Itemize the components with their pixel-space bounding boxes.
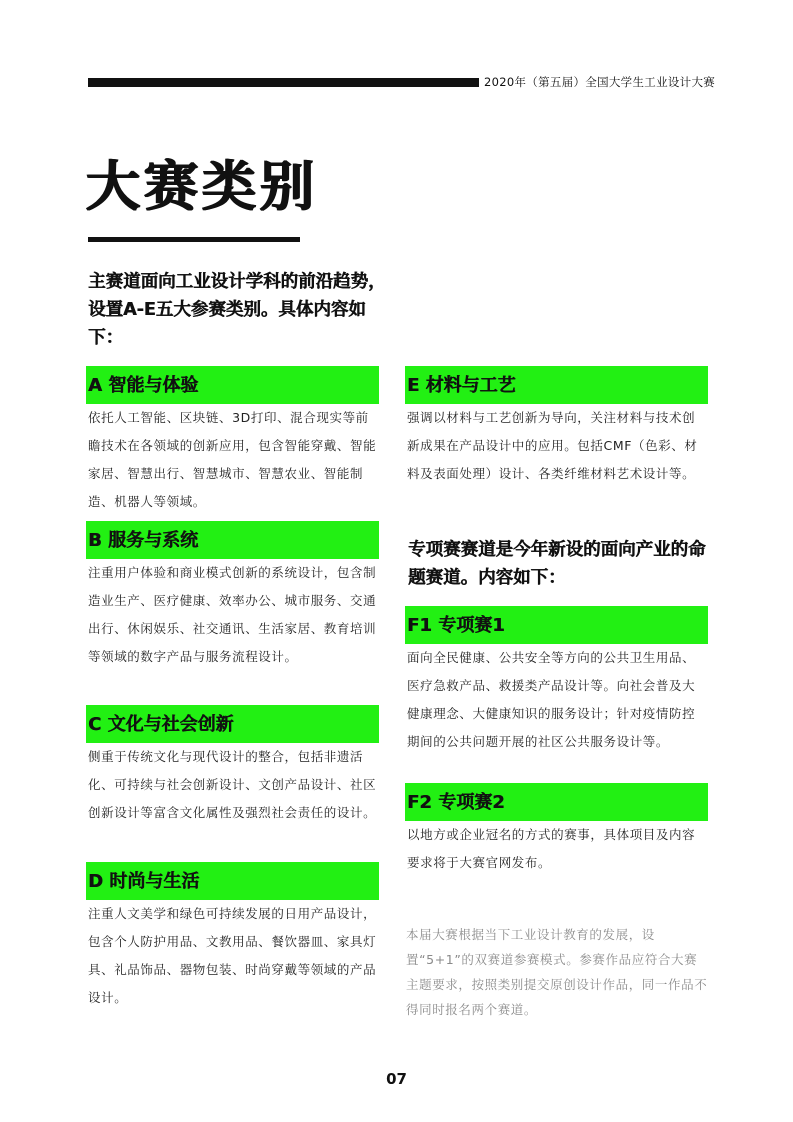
category-a-label: A 智能与体验 xyxy=(86,366,379,404)
category-d xyxy=(86,862,379,1012)
special-track-heading: 专项赛赛道是今年新设的面向产业的命题赛道。内容如下： xyxy=(408,540,706,588)
category-c-body: 侧重于传统文化与现代设计的整合，包括非遗活化、可持续与社会创新设计、文创产品设计、社区创新设计等富含文化属性及强烈社会责任的设计。 xyxy=(88,749,377,820)
category-d-label: D 时尚与生活 xyxy=(86,862,379,900)
category-b xyxy=(86,521,379,671)
category-e-body: 强调以材料与工艺创新为导向，关注材料与技术创新成果在产品设计中的应用。包括CMF（色彩、材料及表面处理）设计、各类纤维材料艺术设计等。 xyxy=(407,410,698,481)
page-number: 07 xyxy=(386,1070,407,1088)
category-f1 xyxy=(405,606,708,756)
title-underline xyxy=(88,237,300,242)
note-text: 本届大赛根据当下工业设计教育的发展，设置“5+1”的双赛道参赛模式。参赛作品应符合大赛主题要求，按照类别提交原创设计作品，同一作品不得同时报名两个赛道。 xyxy=(406,927,708,1017)
category-f2 xyxy=(405,783,708,877)
page-title: 大赛类别 xyxy=(86,155,318,218)
category-e-label: E 材料与工艺 xyxy=(405,366,708,404)
intro-text: 主赛道面向工业设计学科的前沿趋势，设置A-E五大参赛类别。具体内容如下： xyxy=(88,272,386,348)
category-e xyxy=(405,366,708,488)
header-title: 2020年（第五届）全国大学生工业设计大赛 xyxy=(484,75,716,89)
category-f1-body: 面向全民健康、公共安全等方向的公共卫生用品、医疗急救产品、救援类产品设计等。向社会普及大健康理念、大健康知识的服务设计；针对疫情防控期间的公共问题开展的社区公共服务设计等。 xyxy=(407,650,696,749)
category-c-label: C 文化与社会创新 xyxy=(86,705,379,743)
category-b-body: 注重用户体验和商业模式创新的系统设计，包含制造业生产、医疗健康、效率办公、城市服务、交通出行、休闲娱乐、社交通讯、生活家居、教育培训等领域的数字产品与服务流程设计。 xyxy=(88,565,377,664)
category-f1-label: F1 专项赛1 xyxy=(405,606,708,644)
category-a xyxy=(86,366,379,516)
category-f2-label: F2 专项赛2 xyxy=(405,783,708,821)
category-f2-body: 以地方或企业冠名的方式的赛事，具体项目及内容要求将于大赛官网发布。 xyxy=(407,827,696,870)
category-b-label: B 服务与系统 xyxy=(86,521,379,559)
category-d-body: 注重人文美学和绿色可持续发展的日用产品设计，包含个人防护用品、文教用品、餐饮器皿、家具灯具、礼品饰品、器物包装、时尚穿戴等领域的产品设计。 xyxy=(88,906,377,1005)
category-a-body: 依托人工智能、区块链、3D打印、混合现实等前瞻技术在各领域的创新应用，包含智能穿戴、智能家居、智慧出行、智慧城市、智慧农业、智能制造、机器人等领域。 xyxy=(88,410,377,509)
category-c xyxy=(86,705,379,827)
header-rule xyxy=(88,78,479,87)
